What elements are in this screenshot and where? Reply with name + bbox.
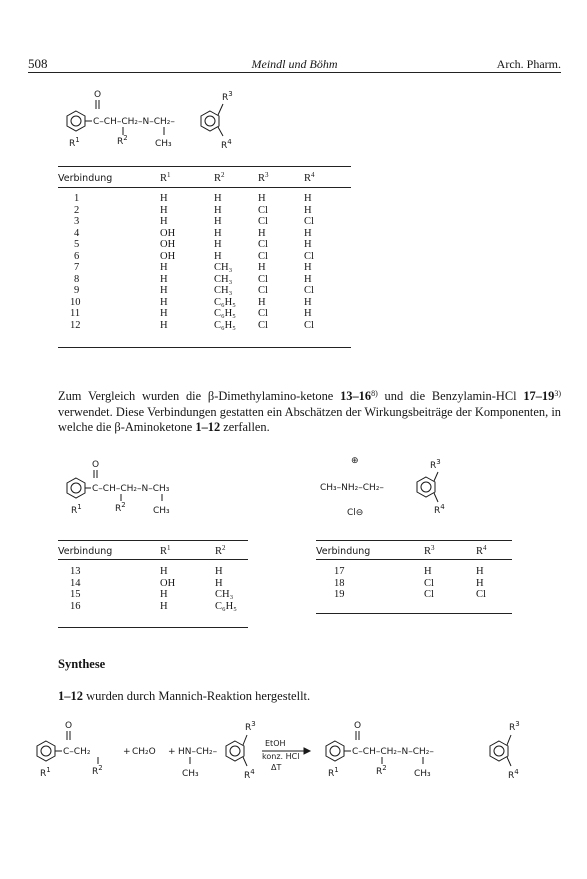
section-heading-synthese: Synthese <box>58 657 106 671</box>
table-cell: H <box>304 239 312 250</box>
table-cell: 12 <box>70 319 81 331</box>
reaction-scheme-mannich <box>28 716 560 796</box>
chain-formula: CH₃–NH₂–CH₂– <box>320 483 384 493</box>
formaldehyde: CH₂O <box>132 747 156 757</box>
table-cell: 9 <box>74 285 80 296</box>
table-cell: C₆H₅ <box>214 308 236 319</box>
phenyl-ring <box>417 477 435 497</box>
table-cell: CH₃ <box>214 285 233 296</box>
table-row <box>58 566 248 578</box>
table-cell: OH <box>160 227 176 239</box>
r4-label: $R^4$ <box>434 503 445 516</box>
chloride-counterion: Cl⊖ <box>347 508 364 518</box>
product-phenyl-ring-right <box>490 741 508 761</box>
table-row <box>58 285 351 297</box>
product-r2: $R^2$ <box>376 764 387 777</box>
product-r4: $R^4$ <box>508 768 519 781</box>
r1-label: $R^1$ <box>71 503 82 516</box>
table-cell: OH <box>160 577 176 589</box>
chain-formula: C–CH–CH₂–N–CH₃ <box>92 484 170 494</box>
table-cell: H <box>304 308 312 319</box>
table-row <box>58 193 351 205</box>
product-n-methyl: CH₃ <box>414 769 431 779</box>
table-cell: 10 <box>70 296 81 308</box>
condition-heat: ΔT <box>271 763 282 772</box>
table-cell: C₆H₅ <box>215 600 237 612</box>
table-cell: H <box>476 577 484 589</box>
table-cell: 8 <box>74 273 80 285</box>
r4-label: $R^4$ <box>221 138 232 151</box>
table-cell: H <box>160 600 168 612</box>
table-compounds-17-19 <box>316 542 512 601</box>
table-cell: Cl <box>258 308 268 319</box>
amine-r3: $R^3$ <box>245 720 256 733</box>
r2-label: $R^2$ <box>115 501 126 514</box>
table-row <box>58 262 351 274</box>
table-cell: 7 <box>74 262 80 273</box>
table-row <box>58 589 248 601</box>
table-cell: 16 <box>70 600 81 612</box>
table-cell: 4 <box>74 227 80 239</box>
table2-col-r2: $R^2$ <box>215 543 226 557</box>
table-cell: Cl <box>304 250 314 262</box>
table-cell: Cl <box>304 216 314 227</box>
n-methyl-label: CH₃ <box>153 506 170 516</box>
table-cell: H <box>258 262 266 273</box>
table-row <box>58 578 248 590</box>
table-cell: C₆H₅ <box>214 296 236 308</box>
header-rule <box>28 72 561 73</box>
phenyl-ring <box>67 478 85 498</box>
ketone-chain: C–CH₂ <box>63 747 91 757</box>
n-methyl-label: CH₃ <box>155 139 172 149</box>
table-cell: H <box>215 566 223 577</box>
table-cell: H <box>160 216 168 227</box>
table-cell: Cl <box>304 319 314 331</box>
table-cell: H <box>160 285 168 296</box>
table-cell: CH₃ <box>215 589 234 600</box>
table3-top-rule <box>316 540 512 541</box>
table3-header-row <box>316 542 512 560</box>
table-cell: H <box>258 227 266 239</box>
product-oxygen: O <box>354 721 362 731</box>
table-row <box>316 578 512 590</box>
table-cell: CH₃ <box>214 262 233 273</box>
table-cell: H <box>304 296 312 308</box>
running-header <box>28 56 561 76</box>
table-cell: Cl <box>258 216 268 227</box>
table-cell: Cl <box>258 239 268 250</box>
table-cell: 14 <box>70 577 81 589</box>
table-cell: H <box>304 262 312 273</box>
table-cell: H <box>214 193 222 204</box>
amine-r4: $R^4$ <box>244 768 255 781</box>
table-cell: H <box>258 193 266 204</box>
table-cell: H <box>424 566 432 577</box>
page-number: 508 <box>28 56 48 71</box>
table3-col-r3: $R^3$ <box>424 543 435 557</box>
table-row <box>58 297 351 309</box>
ketone-r1: $R^1$ <box>40 766 51 779</box>
table-cell: 13 <box>70 566 81 577</box>
table-cell: H <box>160 308 168 319</box>
running-title-journal: Arch. Pharm. <box>496 57 561 71</box>
table-cell: 2 <box>74 204 80 216</box>
table1-col-r4: $R^4$ <box>304 170 315 184</box>
table-cell: 19 <box>334 589 345 600</box>
table-cell: Cl <box>258 273 268 285</box>
table-cell: H <box>160 193 168 204</box>
structure-dimethylamino-ketones <box>58 460 218 524</box>
amine-chain: HN–CH₂– <box>178 747 218 757</box>
condition-acid: konz. HCl <box>262 752 300 761</box>
r3-label: $R^3$ <box>222 90 233 103</box>
plus-sign-1: + <box>123 747 131 757</box>
carbonyl-oxygen: O <box>92 460 100 470</box>
plus-sign-2: + <box>168 747 176 757</box>
table-cell: Cl <box>258 285 268 296</box>
table-row <box>58 320 351 332</box>
table-cell: H <box>214 239 222 250</box>
table-row <box>58 216 351 228</box>
table-cell: H <box>304 204 312 216</box>
r2-label: $R^2$ <box>117 134 128 147</box>
table-row <box>58 205 351 217</box>
table-cell: H <box>215 577 223 589</box>
table3-bottom-rule <box>316 613 512 614</box>
table1-col-verbindung: Verbindung <box>58 172 113 184</box>
table-cell: H <box>304 227 312 239</box>
ketone-oxygen: O <box>65 721 73 731</box>
condition-solvent: EtOH <box>265 739 286 748</box>
table-cell: H <box>160 204 168 216</box>
table-cell: Cl <box>424 577 434 589</box>
table-row <box>58 308 351 320</box>
table-cell: H <box>160 319 168 331</box>
table-row <box>58 274 351 286</box>
table1-col-r3: $R^3$ <box>258 170 269 184</box>
table-cell: H <box>160 262 168 273</box>
amine-phenyl-ring <box>226 741 244 761</box>
table-cell: 3 <box>74 216 80 227</box>
table-cell: Cl <box>258 250 268 262</box>
table3-col-verbindung: Verbindung <box>316 545 371 557</box>
table-row <box>316 589 512 601</box>
table-cell: H <box>476 566 484 577</box>
table-cell: H <box>214 250 222 262</box>
table2-bottom-rule <box>58 627 248 628</box>
table1-bottom-rule <box>58 347 351 348</box>
product-chain: C–CH–CH₂–N–CH₂– <box>352 747 434 757</box>
r1-label: $R^1$ <box>69 136 80 149</box>
table3-col-r4: $R^4$ <box>476 543 487 557</box>
table-cell: 18 <box>334 577 345 589</box>
phenyl-ring-right <box>201 111 219 131</box>
table-compounds-1-12 <box>58 169 351 331</box>
table2-col-r1: $R^1$ <box>160 543 171 557</box>
table-cell: H <box>214 227 222 239</box>
ketone-r2: $R^2$ <box>92 764 103 777</box>
table-cell: Cl <box>258 204 268 216</box>
running-title-authors: Meindl und Böhm <box>251 57 338 71</box>
table-cell: 11 <box>70 308 81 319</box>
table2-header-row <box>58 542 248 560</box>
table2-top-rule <box>58 540 248 541</box>
chain-formula: C–CH–CH₂–N–CH₂– <box>93 117 175 127</box>
structure-benzylamine-hcl <box>316 450 466 530</box>
table1-col-r2: $R^2$ <box>214 170 225 184</box>
table-cell: CH₃ <box>214 273 233 285</box>
table-cell: H <box>304 193 312 204</box>
table-row <box>316 566 512 578</box>
table-cell: H <box>258 296 266 308</box>
table1-col-r1: $R^1$ <box>160 170 171 184</box>
table-cell: C₆H₅ <box>214 319 236 331</box>
table-row <box>58 601 248 613</box>
table-cell: OH <box>160 250 176 262</box>
table-cell: H <box>160 273 168 285</box>
product-phenyl-ring-left <box>326 741 344 761</box>
table-compounds-13-16 <box>58 542 248 612</box>
r3-label: $R^3$ <box>430 458 441 471</box>
structure-general-formula-1-12 <box>58 86 258 166</box>
product-r1: $R^1$ <box>328 766 339 779</box>
table-cell: H <box>160 296 168 308</box>
table-cell: H <box>214 216 222 227</box>
table-cell: Cl <box>476 589 486 600</box>
ammonium-plus: ⊕ <box>351 456 359 466</box>
table-cell: Cl <box>304 285 314 296</box>
table-cell: H <box>214 204 222 216</box>
table-row <box>58 239 351 251</box>
table-cell: Cl <box>424 589 434 600</box>
product-r3: $R^3$ <box>509 720 520 733</box>
table-cell: 6 <box>74 250 80 262</box>
table-cell: 1 <box>74 193 80 204</box>
table2-col-verbindung: Verbindung <box>58 545 113 557</box>
table-cell: Cl <box>258 319 268 331</box>
table-cell: OH <box>160 239 176 250</box>
table-row <box>58 251 351 263</box>
carbonyl-oxygen: O <box>94 90 102 100</box>
table1-header-row <box>58 169 351 187</box>
table-cell: H <box>160 566 168 577</box>
phenyl-ring-left <box>67 111 85 131</box>
table1-top-rule <box>58 166 351 167</box>
table-row <box>58 228 351 240</box>
table-cell: H <box>160 589 168 600</box>
table-cell: 5 <box>74 239 80 250</box>
table-cell: H <box>304 273 312 285</box>
table-cell: 15 <box>70 589 81 600</box>
synthesis-sentence: 1–12 wurden durch Mannich-Reaktion hergestellt. <box>58 689 311 703</box>
body-paragraph: Zum Vergleich wurden die β-Dimethylamino-ketone 13–16$^{8)}$ und die Benzylamin-HCl 17–19$^{3)}$ verwendet. Diese Verbindungen gestatten ein Abschätzen der Wirkungsbeiträge der Komponenten, in welche die β-Aminoketone 1–12 zerfallen. <box>58 389 561 434</box>
amine-methyl: CH₃ <box>182 769 199 779</box>
ketone-phenyl-ring <box>37 741 55 761</box>
table-cell: 17 <box>334 566 345 577</box>
